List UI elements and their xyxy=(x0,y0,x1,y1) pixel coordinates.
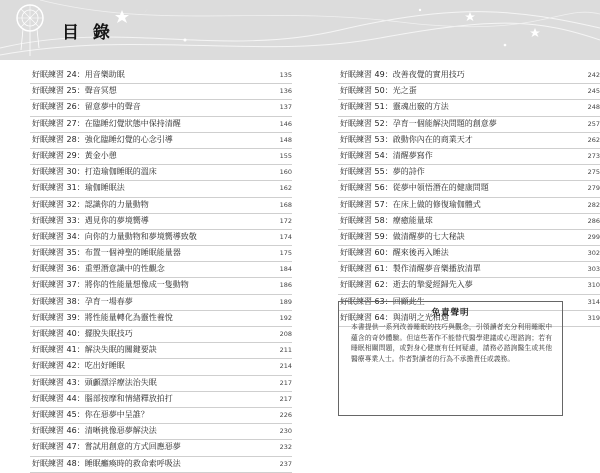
page-title: 目 錄 xyxy=(62,23,114,43)
toc-entry-label: 好眠練習 41：解決失眠的關鍵要訣 xyxy=(32,345,157,355)
toc-entry-page: 189 xyxy=(279,297,292,306)
toc-entry[interactable] xyxy=(30,117,292,133)
toc-entry[interactable] xyxy=(30,214,292,230)
toc-entry[interactable] xyxy=(30,84,292,100)
toc-entry-label: 好眠練習 64：與清明之光相遇 xyxy=(340,312,449,322)
toc-entry-label: 好眠練習 44：腦部按摩和情緒釋放拍打 xyxy=(32,393,173,403)
toc-entry-label: 好眠練習 38：孕育一場春夢 xyxy=(32,296,133,306)
toc-entry[interactable] xyxy=(338,149,600,165)
toc-entry[interactable] xyxy=(30,198,292,214)
toc-entry-page: 172 xyxy=(279,216,292,225)
toc-entry-page: 175 xyxy=(279,249,292,258)
toc-entry-page: 148 xyxy=(279,135,292,144)
toc-entry[interactable] xyxy=(338,246,600,262)
toc-entry[interactable] xyxy=(338,262,600,278)
toc-entry-page: 186 xyxy=(279,281,292,290)
toc-entry[interactable] xyxy=(338,100,600,116)
toc-entry[interactable] xyxy=(30,424,292,440)
toc-entry[interactable] xyxy=(338,117,600,133)
toc-entry-label: 好眠練習 51：靈魂出竅的方法 xyxy=(340,102,449,112)
toc-entry-page: 275 xyxy=(587,168,600,177)
disclaimer-title: 免責聲明 xyxy=(431,308,470,318)
toc-entry[interactable] xyxy=(30,181,292,197)
toc-entry[interactable] xyxy=(30,376,292,392)
toc-entry-page: 192 xyxy=(279,313,292,322)
toc-entry[interactable] xyxy=(30,327,292,343)
toc-entry[interactable] xyxy=(30,359,292,375)
toc-entry-page: 286 xyxy=(587,216,600,225)
toc-entry[interactable] xyxy=(30,408,292,424)
toc-entry[interactable] xyxy=(338,68,600,84)
toc-entry[interactable] xyxy=(338,214,600,230)
toc-entry-page: 230 xyxy=(279,427,292,436)
toc-entry-label: 好眠練習 47：嘗試用創意的方式回應惡夢 xyxy=(32,442,181,452)
toc-entry-page: 303 xyxy=(587,265,600,274)
toc-entry-page: 245 xyxy=(587,87,600,96)
toc-entry-label: 好眠練習 29：黃金小憩 xyxy=(32,150,117,160)
toc-entry-label: 好眠練習 63：回顧此生 xyxy=(340,296,425,306)
star-icons xyxy=(115,9,540,47)
toc-entry-page: 262 xyxy=(587,135,600,144)
toc-entry-page: 135 xyxy=(279,71,292,79)
dreamcatcher-icon xyxy=(17,5,43,56)
toc-entry-label: 好眠練習 49：改善夜覺的實用技巧 xyxy=(340,70,465,79)
toc-entry-page: 232 xyxy=(279,443,292,452)
toc-entry[interactable] xyxy=(30,457,292,473)
toc-entry-label: 好眠練習 54：清醒夢寫作 xyxy=(340,150,433,160)
toc-entry-page: 168 xyxy=(279,200,292,209)
disclaimer-box xyxy=(338,301,563,416)
toc-entry[interactable] xyxy=(30,149,292,165)
toc-entry[interactable] xyxy=(30,343,292,359)
toc-entry-page: 208 xyxy=(279,330,292,338)
toc-entry-page: 314 xyxy=(587,297,600,306)
toc-entry-label: 好眠練習 59：做清醒夢的七大秘訣 xyxy=(340,231,465,241)
toc-entry-page: 310 xyxy=(587,281,600,290)
toc-entry-label: 好眠練習 37：將你的性能量想像成一隻動物 xyxy=(32,280,189,290)
toc-entry-label: 好眠練習 32：認識你的力量動物 xyxy=(32,199,149,209)
toc-entry[interactable] xyxy=(30,392,292,408)
toc-entry-page: 162 xyxy=(279,184,292,193)
toc-entry-label: 好眠練習 57：在床上做的修復瑜伽體式 xyxy=(340,199,481,209)
toc-entry-page: 137 xyxy=(279,103,292,112)
toc-entry-label: 好眠練習 50：光之蛋 xyxy=(340,86,417,96)
toc-entry-label: 好眠練習 53：啟動你內在的商業天才 xyxy=(340,134,473,144)
toc-entry[interactable] xyxy=(30,230,292,246)
toc-entry[interactable] xyxy=(338,165,600,181)
toc-entry-label: 好眠練習 58：療癒能量球 xyxy=(340,215,433,225)
toc-entry-page: 299 xyxy=(587,232,600,241)
disclaimer-body: 本書提供一系列改善睡眠的技巧與觀念，引領讀者充分利用睡眠中蘊含的奇妙體驗。但這些著作不能替代醫學建議或心理諮詢；若有睡眠相關問題，或對身心健康有任何疑慮，請務必諮詢醫生或其他醫療專業人士。作者對讀者的行為不承擔責任或義務。 xyxy=(351,323,552,363)
toc-entry-page: 273 xyxy=(587,151,600,160)
toc-entry-page: 146 xyxy=(279,119,292,128)
toc-entry-page: 257 xyxy=(587,119,600,128)
moon-icon xyxy=(143,8,157,28)
toc-entry[interactable] xyxy=(30,295,292,311)
toc-entry[interactable] xyxy=(30,100,292,116)
toc-entry-label: 好眠練習 33：遇見你的夢境嚮導 xyxy=(32,215,149,225)
toc-entry-label: 好眠練習 55：夢的詩作 xyxy=(340,167,425,177)
toc-entry-page: 282 xyxy=(587,200,600,209)
toc-entry[interactable] xyxy=(338,278,600,294)
toc-entry-page: 248 xyxy=(587,103,600,112)
toc-entry-page: 319 xyxy=(587,313,600,322)
toc-entry[interactable] xyxy=(338,230,600,246)
toc-entry-label: 好眠練習 31：瑜伽睡眠法 xyxy=(32,183,125,193)
toc-entry[interactable] xyxy=(338,181,600,197)
toc-entry-page: 174 xyxy=(279,232,292,241)
toc-entry-label: 好眠練習 42：吃出好睡眠 xyxy=(32,361,125,371)
toc-entry-label: 好眠練習 43：頭顱漂浮療法治失眠 xyxy=(32,377,157,387)
toc-entry-label: 好眠練習 60：醒來後再入睡法 xyxy=(340,248,449,258)
toc-entry-page: 160 xyxy=(279,168,292,177)
toc-entry-label: 好眠練習 35：布置一個神聖的睡眠能量器 xyxy=(32,248,181,258)
toc-entry-page: 214 xyxy=(279,362,292,371)
toc-entry-label: 好眠練習 30：打造瑜伽睡眠的溫床 xyxy=(32,167,157,177)
toc-entry[interactable] xyxy=(338,133,600,149)
toc-entry-label: 好眠練習 24：用音樂助眠 xyxy=(32,70,125,79)
toc-entry-label: 好眠練習 36：重塑潛意識中的性觀念 xyxy=(32,264,165,274)
toc-entry-label: 好眠練習 40：擺脫失眠技巧 xyxy=(32,329,133,338)
toc-entry[interactable] xyxy=(338,84,600,100)
toc-entry[interactable] xyxy=(30,165,292,181)
toc-entry-page: 155 xyxy=(279,151,292,160)
toc-entry-label: 好眠練習 25：聲音冥想 xyxy=(32,86,117,96)
toc-entry-page: 279 xyxy=(587,184,600,193)
toc-entry-page: 242 xyxy=(587,71,600,79)
toc-entry[interactable] xyxy=(338,198,600,214)
toc-entry-label: 好眠練習 56：從夢中領悟潛在的健康問題 xyxy=(340,183,489,193)
toc-entry-page: 237 xyxy=(279,459,292,468)
toc-entry[interactable] xyxy=(30,68,292,84)
toc-column-right xyxy=(338,68,600,327)
toc-entry-label: 好眠練習 62：逝去的摯愛經歸先入夢 xyxy=(340,280,473,290)
toc-entry-page: 302 xyxy=(587,249,600,258)
toc-entry-page: 211 xyxy=(279,346,292,355)
toc-entry-label: 好眠練習 46：清晰挑像惡夢解決法 xyxy=(32,426,157,436)
toc-entry[interactable] xyxy=(30,311,292,327)
toc-entry[interactable] xyxy=(30,262,292,278)
toc-entry-label: 好眠練習 34：向你的力量動物和夢境嚮導致敬 xyxy=(32,231,197,241)
toc-entry-label: 好眠練習 61：製作清醒夢音樂播放清單 xyxy=(340,264,481,274)
toc-entry-label: 好眠練習 28：強化臨睡幻覺的心念引導 xyxy=(32,134,173,144)
toc-entry-label: 好眠練習 26：留意夢中的聲音 xyxy=(32,102,141,112)
toc-entry-page: 184 xyxy=(279,265,292,274)
toc-entry[interactable] xyxy=(30,133,292,149)
toc-entry-label: 好眠練習 52：孕育一個能解決問題的創意夢 xyxy=(340,118,497,128)
toc-entry-page: 217 xyxy=(279,394,292,403)
toc-column-left xyxy=(30,68,292,473)
toc-entry-page: 136 xyxy=(279,87,292,96)
toc-entry-page: 226 xyxy=(279,410,292,419)
toc-entry-label: 好眠練習 45：你在惡夢中呈誰？ xyxy=(32,409,149,419)
toc-entry-label: 好眠練習 27：在臨睡幻覺狀態中保持清醒 xyxy=(32,118,181,128)
toc-entry[interactable] xyxy=(30,440,292,456)
toc-entry-label: 好眠練習 39：將性能量轉化為靈性養悅 xyxy=(32,312,173,322)
toc-entry[interactable] xyxy=(30,278,292,294)
header-banner xyxy=(0,0,600,60)
toc-entry-page: 217 xyxy=(279,378,292,387)
toc-entry-label: 好眠練習 48：睡眠癱瘓時的救命索呼吸法 xyxy=(32,458,181,468)
toc-entry[interactable] xyxy=(30,246,292,262)
